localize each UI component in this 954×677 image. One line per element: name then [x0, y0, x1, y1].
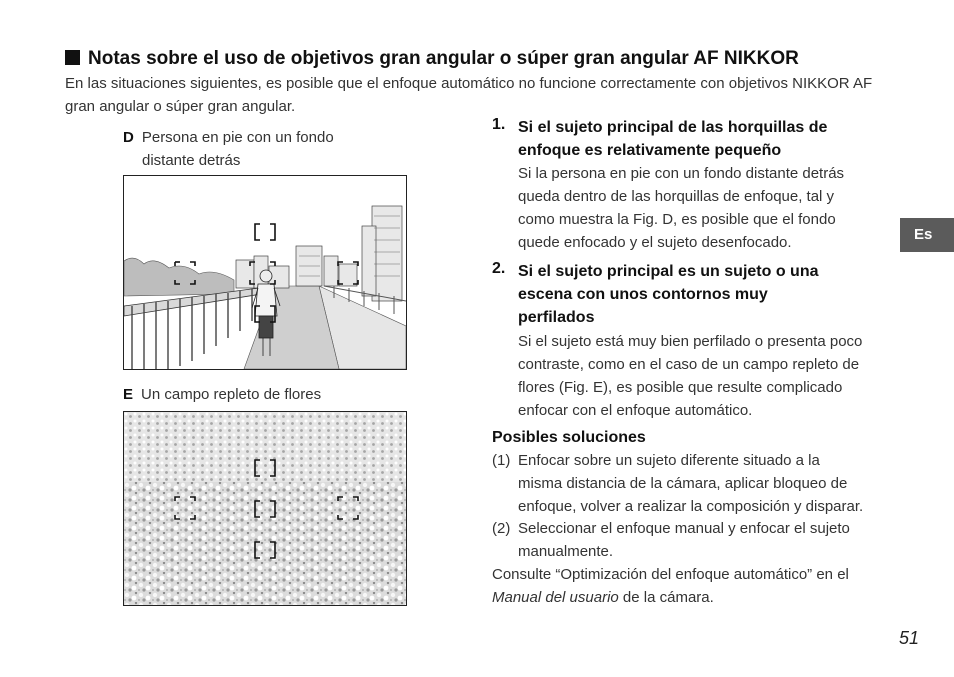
figure-e-image [123, 411, 407, 606]
step-2-number: 2. [492, 260, 506, 277]
street-scene-illustration [124, 176, 406, 369]
step-1-number: 1. [492, 116, 506, 133]
solutions-heading: Posibles soluciones [492, 429, 646, 446]
solution-1-text: Enfocar sobre un sujeto diferente situado a la misma distancia de la cámara, aplicar bloqueo de enfoque, volver a realizar la composición y disparar. [518, 452, 864, 515]
solutions-note: Consulte “Optimización del enfoque automático” en el Manual del usuario de la cámara. [492, 566, 849, 606]
section-title: Notas sobre el uso de objetivos gran angular o súper gran angular AF NIKKOR [65, 48, 799, 70]
figure-e-caption: E Un campo repleto de flores [123, 386, 322, 403]
page-number: 51 [899, 628, 920, 648]
figure-d-letter: D [123, 129, 134, 146]
figure-d-image [123, 175, 407, 370]
solution-2-number: (2) [492, 520, 511, 537]
step-1-body: Si la persona en pie con un fondo distante detrás queda dentro de las horquillas de enfoque, tal y como muestra la Fig. D, es posible que el fondo quede enfocado y el sujeto desenfocado. [518, 165, 845, 251]
solution-1-number: (1) [492, 452, 511, 469]
flower-field-illustration [124, 412, 406, 605]
step-1-title: Si el sujeto principal de las horquillas de enfoque es relativamente pequeño [518, 119, 828, 159]
manual-title: Manual del usuario [492, 589, 619, 606]
figure-e-letter: E [123, 386, 134, 403]
square-bullet-icon [65, 50, 80, 65]
language-tab: Es [900, 218, 954, 252]
step-2-title: Si el sujeto principal es un sujeto o una escena con unos contornos muy perfilados [518, 263, 819, 326]
solution-2-text: Seleccionar el enfoque manual y enfocar el sujeto manualmente. [518, 520, 850, 560]
step-2-body: Si el sujeto está muy bien perfilado o presenta poco contraste, como en el caso de un campo repleto de flores (Fig. E), es posible que resulte complicado enfocar con el enfoque automático. [518, 333, 863, 419]
figure-d-caption: D Persona en pie con un fondo distante detrás [123, 129, 334, 169]
intro-paragraph: En las situaciones siguientes, es posible que el enfoque automático no funcione correctamente con objetivos NIKKOR AF gran angular o súper gran angular. [65, 75, 873, 115]
